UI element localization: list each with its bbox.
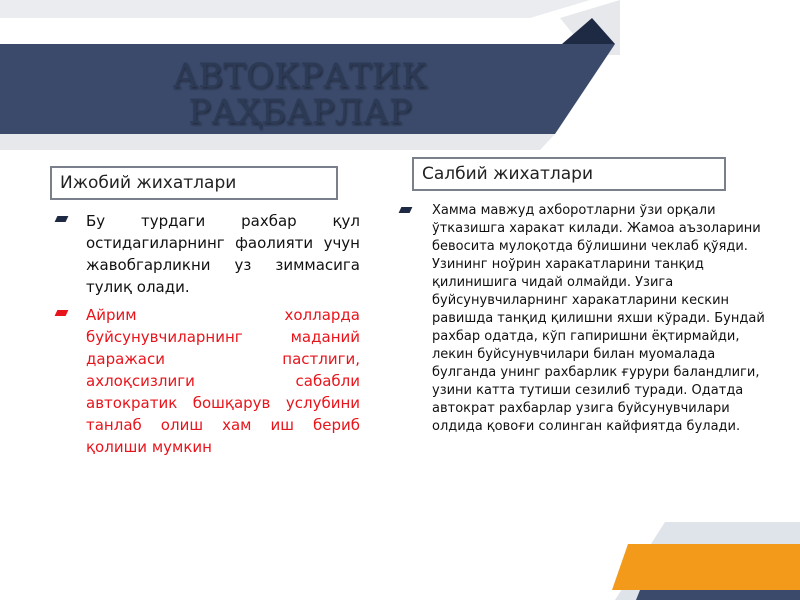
list-item	[56, 210, 360, 298]
list-item-text: Бу турдаги рахбар қул остидагиларнинг фаолияти учун жавобгарликни уз зиммасига тулиқ олади.	[86, 212, 360, 296]
slide-title-line-1: АВТОКРАТИК	[172, 56, 428, 96]
bullet-icon	[55, 216, 69, 222]
slide-title	[150, 58, 450, 130]
positive-aspects-heading: Ижобий жихатлари	[50, 166, 338, 200]
list-item-text: Айрим холларда буйсунувчиларнинг маданий даражаси пастлиги, ахлоқсизлиги сабабли автократик бошқарув услубини танлаб олиш хам иш бериб қолиши мумкин	[86, 306, 360, 456]
bullet-icon	[399, 207, 413, 213]
bottom-navy-shape	[636, 590, 800, 600]
positive-aspects-list	[56, 210, 360, 464]
title-light-underband	[0, 134, 555, 150]
bullet-icon	[55, 310, 69, 316]
slide-title-line-2: РАҲБАРЛАР	[188, 92, 412, 132]
list-item-text: Хамма мавжуд ахборотларни ўзи орқали ўтказишга харакат килади. Жамоа аъзоларини бевосита мулоқотда бўлишини чеклаб қўяди. Узининг ноўрин харакатларини танқид қилинишига чидай олмайди. Узига буйсунувчиларнинг харакатларини кескин равишда танқид қилишни яхши кўради. Бундай рахбар одатда, кўп гапиришни ёқтирмайди, лекин буйсунувчилари билан муомалада булганда унинг рахбарлик ғурури баландлиги, узини катта тутиши сезилиб туради. Одатда автократ рахбарлар узига буйсунувчилари олдида қовоғи солинган кайфиятда булади.	[432, 203, 765, 434]
top-light-band	[0, 0, 590, 18]
negative-aspects-list	[400, 202, 770, 436]
list-item	[400, 202, 770, 436]
negative-aspects-heading: Салбий жихатлари	[412, 157, 726, 191]
bottom-orange-shape	[612, 544, 800, 590]
list-item	[56, 304, 360, 458]
